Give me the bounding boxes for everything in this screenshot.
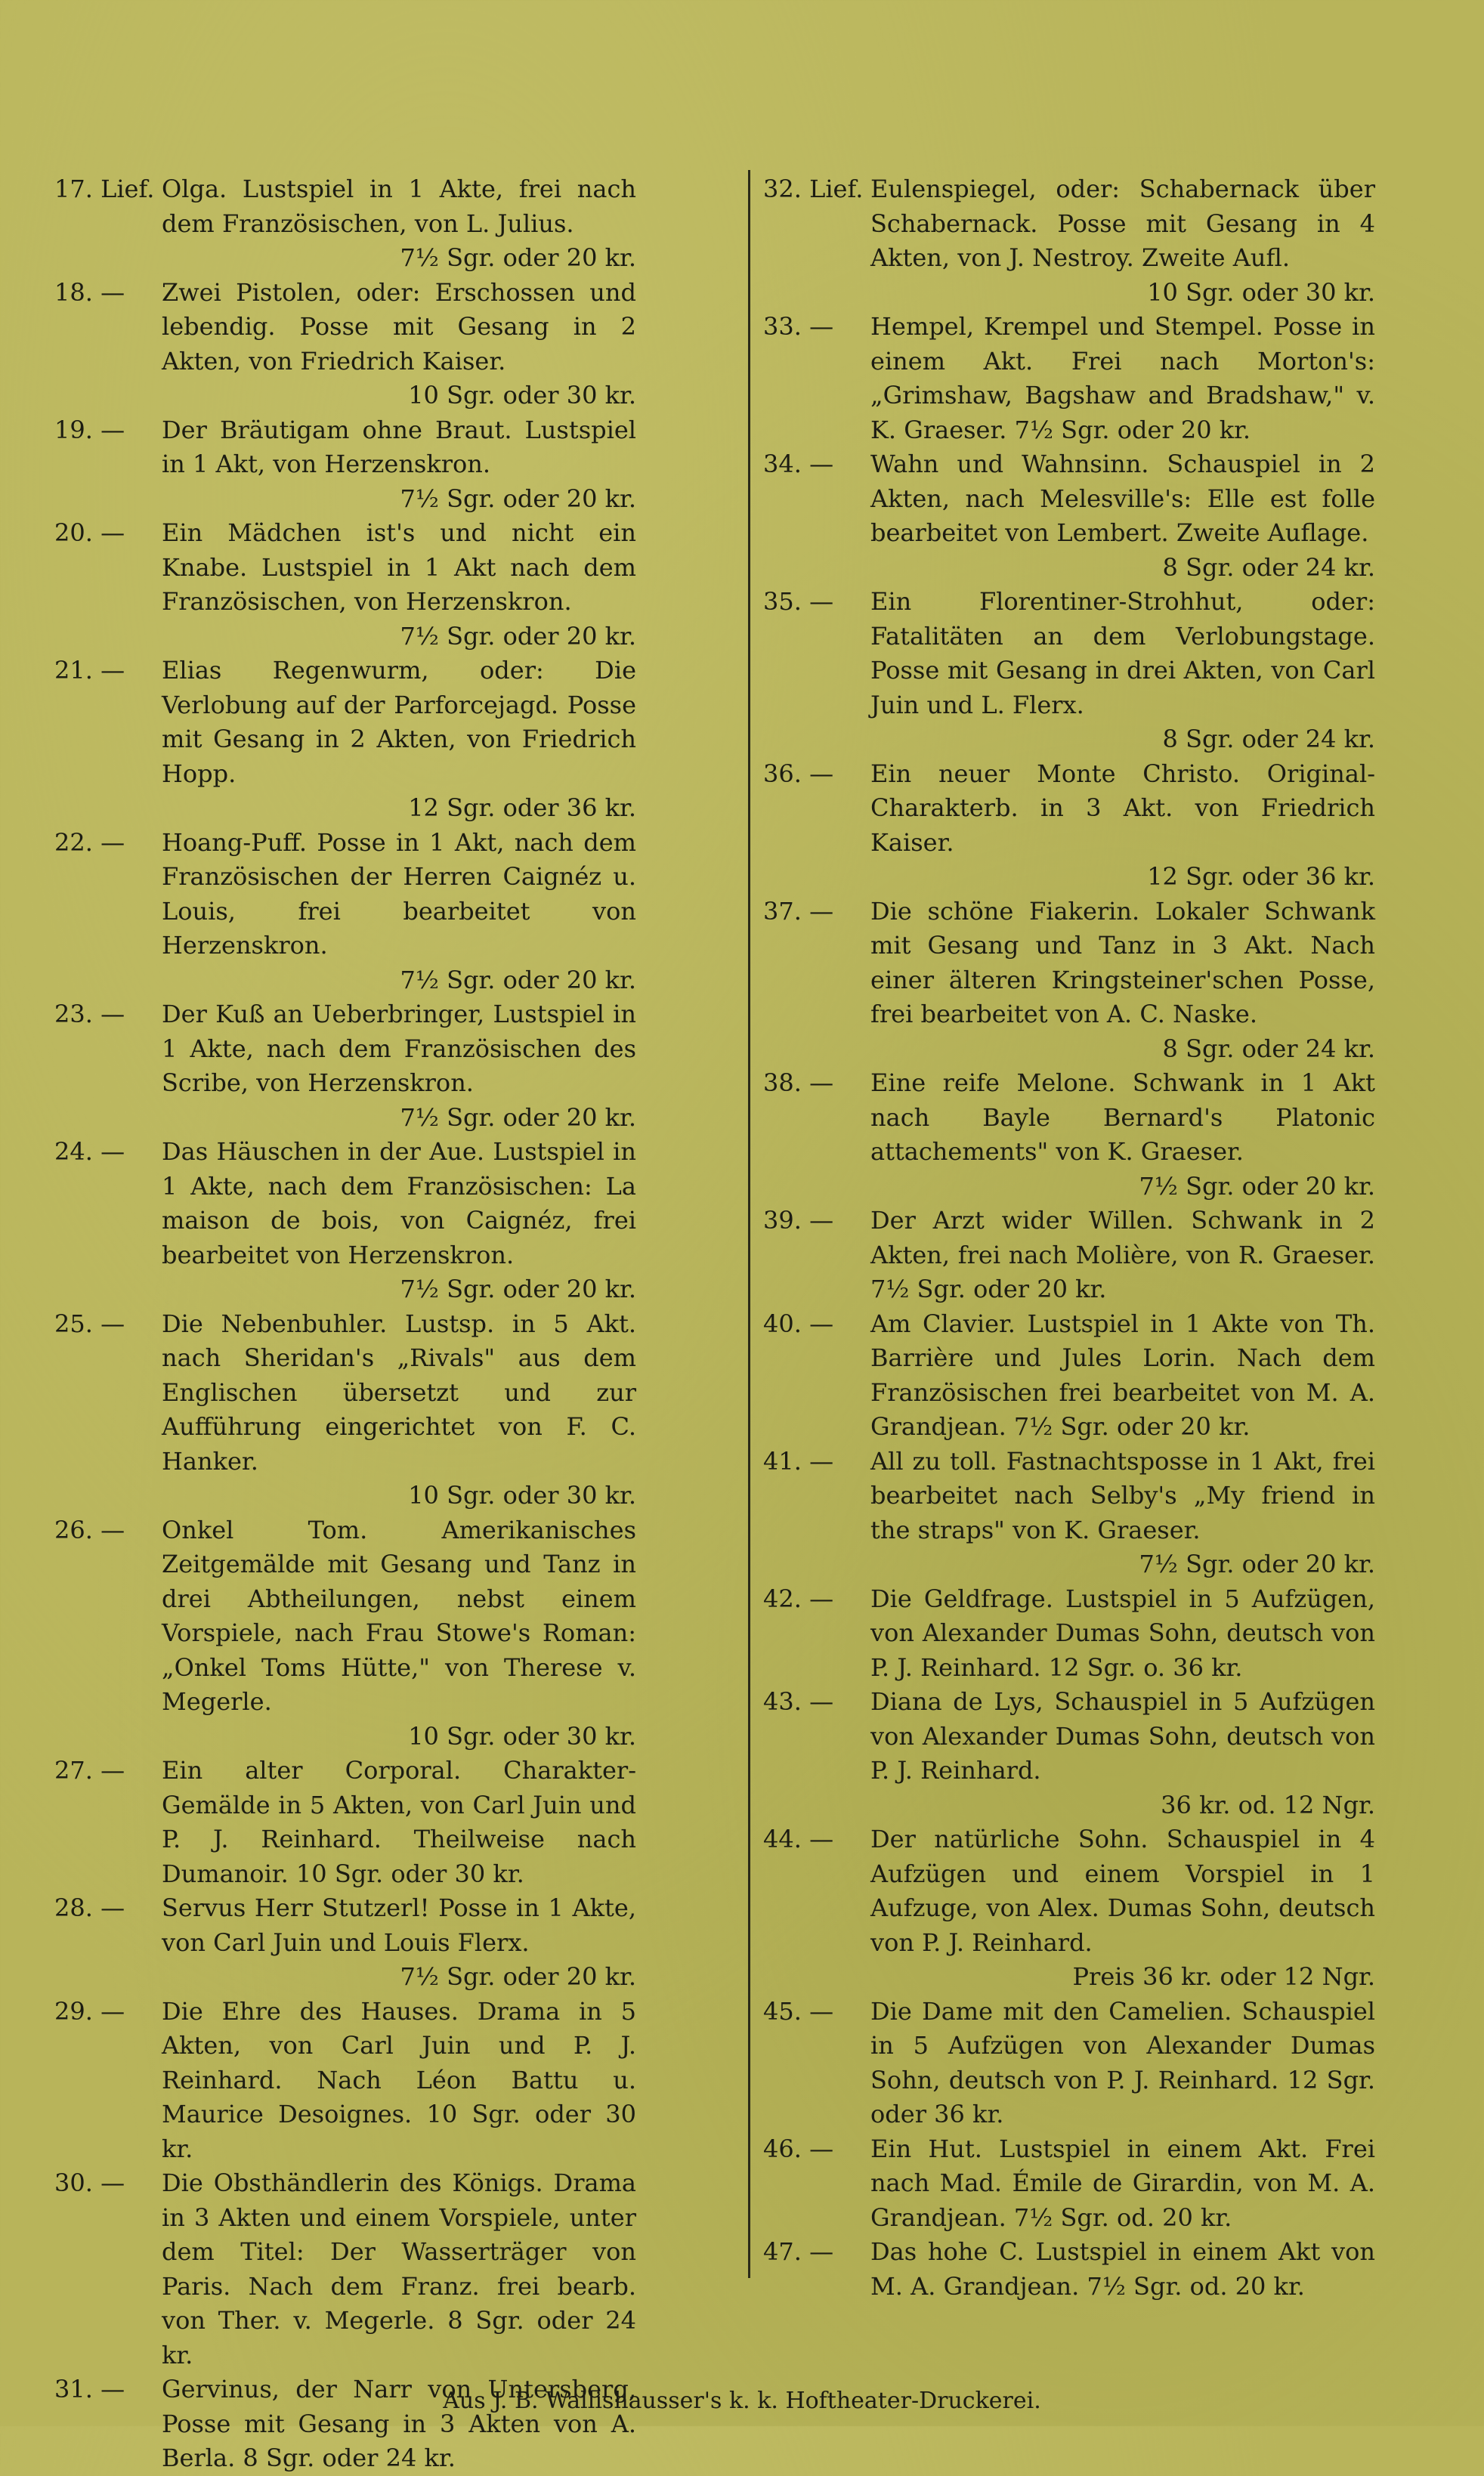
entry-description: Der Bräutigam ohne Braut. Lustspiel in 1 Akt, von Herzenskron.: [162, 415, 636, 478]
entry-price: 8 Sgr. oder 24 kr.: [1162, 725, 1375, 753]
entry-number: 31. —: [54, 2375, 125, 2403]
catalog-entry: [54, 997, 636, 1135]
entry-description: Ein alter Corporal. Charakter-Gemälde in 5 Akten, von Carl Juin und P. J. Reinhard. Theilweise nach Dumanoir. 10 Sgr. oder 30 kr.: [162, 1756, 636, 1888]
entry-number: 47. —: [763, 2237, 834, 2266]
entry-price: 7½ Sgr. oder 20 kr.: [400, 1962, 636, 1991]
entry-text: [870, 172, 1375, 310]
entry-description: Gervinus, der Narr von Untersberg, Posse mit Gesang in 3 Akten von A. Berla. 8 Sgr. oder 24 kr.: [162, 2375, 636, 2472]
entry-text: [870, 1066, 1375, 1204]
entry-price: 12 Sgr. oder 36 kr.: [408, 793, 636, 822]
entry-price: 7½ Sgr. oder 20 kr.: [400, 484, 636, 513]
entry-text: [870, 2235, 1375, 2304]
entry-price: 10 Sgr. oder 30 kr.: [1147, 277, 1375, 307]
catalog-entry: [763, 2132, 1375, 2236]
entry-description: Hoang-Puff. Posse in 1 Akt, nach dem Französischen der Herren Caignéz u. Louis, frei bearbeitet von Herzenskron.: [162, 827, 636, 960]
catalog-entry: [763, 895, 1375, 1067]
entry-text: [162, 1307, 636, 1513]
entry-description: Die Dame mit den Camelien. Schauspiel in 5 Aufzügen von Alexander Dumas Sohn, deutsch von P. J. Reinhard. 12 Sgr. oder 36 kr.: [870, 1996, 1375, 2128]
entry-description: Der Arzt wider Willen. Schwank in 2 Akten, frei nach Molière, von R. Graeser. 7½ Sgr. oder 20 kr.: [870, 1206, 1375, 1303]
catalog-entry: [763, 1995, 1375, 2132]
entry-description: Das Häuschen in der Aue. Lustspiel in 1 Akte, nach dem Französischen: La maison de bois, von Caignéz, frei bearbeitet von Herzenskron.: [162, 1137, 636, 1269]
entry-description: Die Nebenbuhler. Lustsp. in 5 Akt. nach Sheridan's „Rivals" aus dem Englischen übersetzt und zur Aufführung eingerichtet von F. C. Hanker.: [162, 1309, 636, 1476]
catalog-entry: [54, 413, 636, 517]
entry-text: [870, 1582, 1375, 1686]
catalog-entry: [54, 1995, 636, 2167]
entry-text: [870, 2132, 1375, 2236]
entry-description: Der natürliche Sohn. Schauspiel in 4 Aufzügen und einem Vorspiel in 1 Aufzuge, von Alex. Dumas Sohn, deutsch von P. J. Reinhard.: [870, 1825, 1375, 1957]
entry-price: 7½ Sgr. oder 20 kr.: [400, 965, 636, 994]
entry-description: Wahn und Wahnsinn. Schauspiel in 2 Akten, nach Melesville's: Elle est folle bearbeitet von Lembert. Zweite Auflage.: [870, 450, 1375, 547]
entry-number: 17. Lief.: [54, 175, 155, 203]
entry-number: 36. —: [763, 759, 834, 788]
entry-description: Die schöne Fiakerin. Lokaler Schwank mit Gesang und Tanz in 3 Akt. Nach einer älteren Kringsteiner'schen Posse, frei bearbeitet von A. C. Naske.: [870, 896, 1375, 1028]
catalog-entry: [763, 1307, 1375, 1445]
entry-text: [870, 1685, 1375, 1822]
entry-number: 30. —: [54, 2168, 125, 2197]
entry-number: 23. —: [54, 1000, 125, 1028]
entry-number: 19. —: [54, 415, 125, 444]
entry-text: [870, 1995, 1375, 2132]
entry-text: [162, 1754, 636, 1891]
entry-description: All zu toll. Fastnachtsposse in 1 Akt, frei bearbeitet nach Selby's „My friend in the straps" von K. Graeser.: [870, 1446, 1375, 1544]
entry-description: Zwei Pistolen, oder: Erschossen und lebendig. Posse mit Gesang in 2 Akten, von Friedrich Kaiser.: [162, 277, 636, 376]
entry-text: [162, 997, 636, 1135]
catalog-entry: [763, 757, 1375, 895]
entry-number: 25. —: [54, 1309, 125, 1338]
catalog-entry: [763, 172, 1375, 310]
entry-number: 20. —: [54, 518, 125, 547]
entry-text: [870, 1307, 1375, 1445]
entry-price: 7½ Sgr. oder 20 kr.: [400, 621, 636, 651]
catalog-entry: [763, 1066, 1375, 1204]
entry-price: 7½ Sgr. oder 20 kr.: [400, 1275, 636, 1303]
entry-description: Eulenspiegel, oder: Schabernack über Schabernack. Posse mit Gesang in 4 Akten, von J. Nestroy. Zweite Aufl.: [870, 175, 1375, 272]
entry-description: Der Kuß an Ueberbringer, Lustspiel in 1 Akte, nach dem Französischen des Scribe, von Herzenskron.: [162, 1000, 636, 1097]
entry-text: [162, 654, 636, 826]
entry-price: 10 Sgr. oder 30 kr.: [408, 1721, 636, 1751]
entry-text: [870, 757, 1375, 895]
catalog-entry: [54, 1754, 636, 1891]
entry-text: [162, 826, 636, 998]
entry-text: [162, 1891, 636, 1995]
entry-description: Hempel, Krempel und Stempel. Posse in einem Akt. Frei nach Morton's: „Grimshaw, Bagshaw and Bradshaw," v. K. Graeser. 7½ Sgr. oder 20 kr.: [870, 312, 1375, 444]
entry-text: [870, 1204, 1375, 1307]
entry-description: Servus Herr Stutzerl! Posse in 1 Akte, von Carl Juin und Louis Flerx.: [162, 1893, 636, 1957]
catalog-entry: [54, 276, 636, 413]
entry-number: 44. —: [763, 1825, 834, 1853]
entry-description: Am Clavier. Lustspiel in 1 Akte von Th. Barrière und Jules Lorin. Nach dem Französischen frei bearbeitet von M. A. Grandjean. 7½ Sgr. oder 20 kr.: [870, 1309, 1375, 1441]
right-column: [763, 172, 1375, 2304]
entry-description: Die Obsthändlerin des Königs. Drama in 3 Akten und einem Vorspiele, unter dem Titel: Der Wasserträger von Paris. Nach dem Franz. frei bearb. von Ther. v. Megerle. 8 Sgr. oder 24 kr.: [162, 2168, 636, 2369]
entry-text: [162, 1513, 636, 1754]
catalog-entry: [54, 516, 636, 654]
entry-price: 7½ Sgr. oder 20 kr.: [400, 1102, 636, 1132]
entry-number: 18. —: [54, 277, 125, 307]
entry-number: 45. —: [763, 1996, 834, 2026]
entry-number: 41. —: [763, 1446, 834, 1476]
entry-number: 46. —: [763, 2134, 834, 2163]
entry-price: 10 Sgr. oder 30 kr.: [408, 1481, 636, 1510]
catalog-entry: [763, 2235, 1375, 2304]
entry-price: 8 Sgr. oder 24 kr.: [1162, 1034, 1375, 1063]
catalog-entry: [763, 1822, 1375, 1995]
entry-text: [162, 413, 636, 517]
entry-number: 40. —: [763, 1309, 834, 1338]
entry-description: Ein Hut. Lustspiel in einem Akt. Frei nach Mad. Émile de Girardin, von M. A. Grandjean. 7½ Sgr. od. 20 kr.: [870, 2134, 1375, 2232]
entry-number: 34. —: [763, 450, 834, 478]
catalog-entry: [763, 447, 1375, 585]
entry-description: Eine reife Melone. Schwank in 1 Akt nach Bayle Bernard's Platonic attachements" von K. Graeser.: [870, 1068, 1375, 1166]
catalog-entry: [54, 826, 636, 998]
entry-price: 8 Sgr. oder 24 kr.: [1162, 552, 1375, 582]
entry-text: [870, 585, 1375, 757]
entry-description: Onkel Tom. Amerikanisches Zeitgemälde mit Gesang und Tanz in drei Abtheilungen, nebst einem Vorspiele, nach Frau Stowe's Roman: „Onkel Toms Hütte," von Therese v. Megerle.: [162, 1515, 636, 1716]
catalog-entry: [54, 1135, 636, 1307]
entry-description: Das hohe C. Lustspiel in einem Akt von M. A. Grandjean. 7½ Sgr. od. 20 kr.: [870, 2237, 1375, 2301]
entry-text: [162, 1135, 636, 1307]
entry-number: 38. —: [763, 1068, 834, 1097]
entry-description: Elias Regenwurm, oder: Die Verlobung auf der Parforcejagd. Posse mit Gesang in 2 Akten, von Friedrich Hopp.: [162, 656, 636, 788]
catalog-entry: [54, 1513, 636, 1754]
catalog-entry: [763, 1445, 1375, 1582]
catalog-entry: [54, 1307, 636, 1513]
entry-text: [162, 2166, 636, 2372]
entry-number: 24. —: [54, 1137, 125, 1166]
entry-description: Olga. Lustspiel in 1 Akte, frei nach dem Französischen, von L. Julius.: [162, 175, 636, 238]
catalog-entry: [54, 654, 636, 826]
entry-number: 29. —: [54, 1996, 125, 2026]
entry-text: [870, 895, 1375, 1067]
entry-price: 7½ Sgr. oder 20 kr.: [1139, 1171, 1375, 1201]
entry-text: [162, 276, 636, 413]
catalog-entry: [763, 1582, 1375, 1686]
entry-description: Die Geldfrage. Lustspiel in 5 Aufzügen, von Alexander Dumas Sohn, deutsch von P. J. Reinhard. 12 Sgr. o. 36 kr.: [870, 1584, 1375, 1682]
entry-description: Ein neuer Monte Christo. Original-Charakterb. in 3 Akt. von Friedrich Kaiser.: [870, 759, 1375, 857]
entry-number: 26. —: [54, 1515, 125, 1544]
entry-description: Ein Florentiner-Strohhut, oder: Fatalitäten an dem Verlobungstage. Posse mit Gesang in drei Akten, von Carl Juin und L. Flerx.: [870, 587, 1375, 719]
entry-number: 28. —: [54, 1893, 125, 1922]
entry-number: 43. —: [763, 1687, 834, 1716]
entry-number: 39. —: [763, 1206, 834, 1235]
catalog-entry: [763, 1685, 1375, 1822]
entry-text: [870, 1822, 1375, 1995]
entry-number: 42. —: [763, 1584, 834, 1613]
left-column: [54, 172, 636, 2476]
entry-price: 7½ Sgr. oder 20 kr.: [1139, 1550, 1375, 1578]
entry-number: 35. —: [763, 587, 834, 616]
entry-text: [162, 516, 636, 654]
catalog-entry: [54, 172, 636, 276]
entry-text: [162, 1995, 636, 2167]
catalog-entry: [54, 1891, 636, 1995]
catalog-entry: [763, 1204, 1375, 1307]
column-divider: [748, 170, 750, 2278]
entry-price: 36 kr. od. 12 Ngr.: [1161, 1790, 1375, 1819]
entry-price: 12 Sgr. oder 36 kr.: [1147, 862, 1375, 891]
entry-text: [870, 310, 1375, 447]
entry-number: 37. —: [763, 896, 834, 926]
entry-text: [162, 172, 636, 276]
entry-number: 22. —: [54, 827, 125, 857]
entry-text: [870, 1445, 1375, 1582]
entry-number: 21. —: [54, 656, 125, 685]
entry-text: [870, 447, 1375, 585]
entry-description: Diana de Lys, Schauspiel in 5 Aufzügen von Alexander Dumas Sohn, deutsch von P. J. Reinhard.: [870, 1687, 1375, 1785]
entry-price: 10 Sgr. oder 30 kr.: [408, 381, 636, 410]
entry-number: 27. —: [54, 1756, 125, 1785]
catalog-entry: [54, 2166, 636, 2372]
entry-number: 33. —: [763, 312, 834, 341]
printer-imprint: Aus J. B. Wallishausser's k. k. Hoftheater-Druckerei.: [443, 2388, 1041, 2414]
entry-description: Ein Mädchen ist's und nicht ein Knabe. Lustspiel in 1 Akt nach dem Französischen, von Herzenskron.: [162, 518, 636, 616]
entry-number: 32. Lief.: [763, 175, 864, 203]
entry-description: Die Ehre des Hauses. Drama in 5 Akten, von Carl Juin und P. J. Reinhard. Nach Léon Battu u. Maurice Desoignes. 10 Sgr. oder 30 kr.: [162, 1996, 636, 2163]
catalog-entry: [763, 585, 1375, 757]
entry-price: 7½ Sgr. oder 20 kr.: [400, 243, 636, 272]
entry-price: Preis 36 kr. oder 12 Ngr.: [1072, 1962, 1375, 1991]
catalog-entry: [763, 310, 1375, 447]
